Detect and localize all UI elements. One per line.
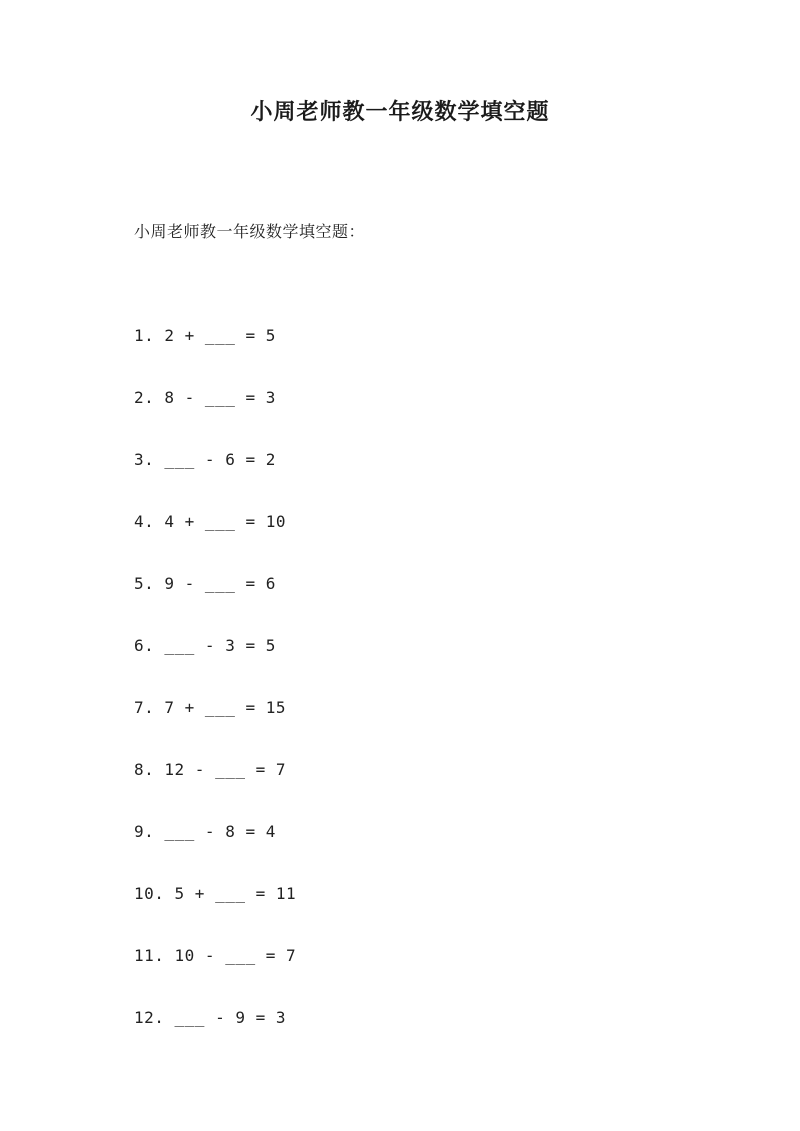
- problem-item: 7. 7 + ___ = 15: [134, 698, 286, 717]
- intro-text: 小周老师教一年级数学填空题：: [134, 222, 366, 241]
- problem-item: 1. 2 + ___ = 5: [134, 326, 276, 345]
- problem-item: 5. 9 - ___ = 6: [134, 574, 276, 593]
- problem-item: 12. ___ - 9 = 3: [134, 1008, 286, 1027]
- problem-item: 11. 10 - ___ = 7: [134, 946, 297, 965]
- problem-item: 6. ___ - 3 = 5: [134, 636, 276, 655]
- problem-item: 4. 4 + ___ = 10: [134, 512, 286, 531]
- problem-item: 3. ___ - 6 = 2: [134, 450, 276, 469]
- problem-item: 8. 12 - ___ = 7: [134, 760, 286, 779]
- page-title: 小周老师教一年级数学填空题: [250, 99, 550, 125]
- problem-item: 10. 5 + ___ = 11: [134, 884, 297, 903]
- problem-list: [134, 325, 296, 1069]
- problem-item: 9. ___ - 8 = 4: [134, 822, 276, 841]
- problem-item: 2. 8 - ___ = 3: [134, 388, 276, 407]
